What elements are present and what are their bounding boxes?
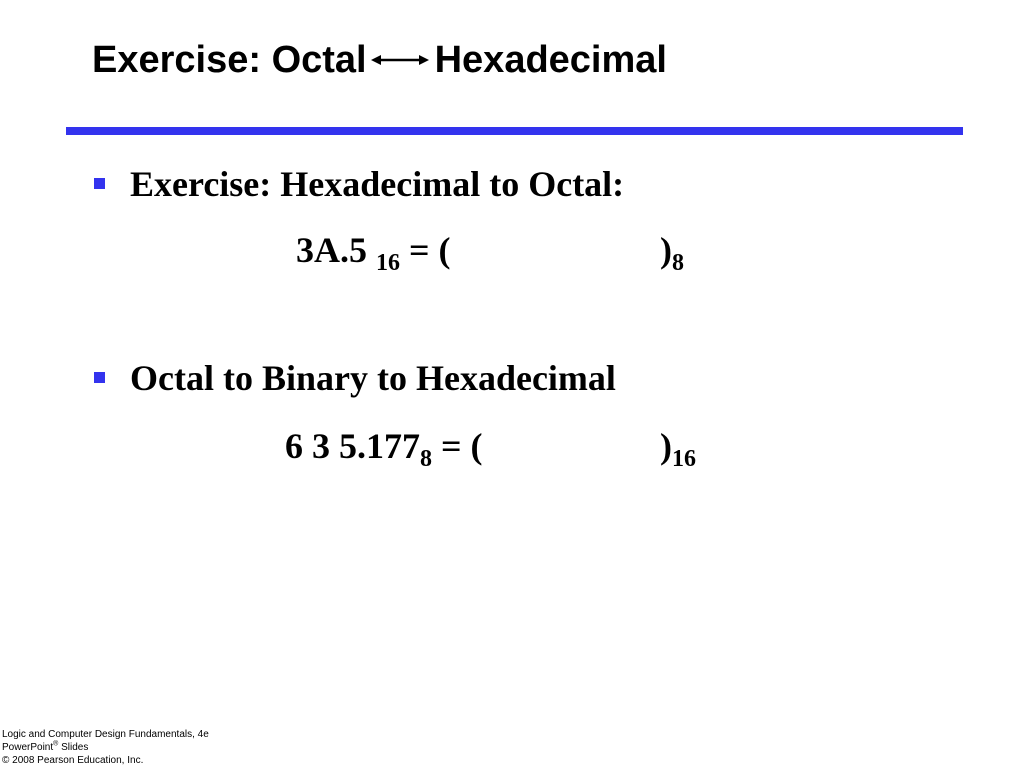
slide-footer xyxy=(2,728,209,767)
footer-line-2-suffix: Slides xyxy=(58,742,89,753)
equation-2-number-base: 8 xyxy=(420,446,432,472)
double-headed-arrow-icon xyxy=(371,50,429,70)
equation-2-equals: = ( xyxy=(432,426,483,466)
square-bullet-icon xyxy=(94,178,105,189)
equation-1-close-paren: ) xyxy=(660,230,672,270)
title-divider xyxy=(66,127,963,135)
equation-2-number: 6 3 5.177 xyxy=(285,426,420,466)
equation-2-right xyxy=(660,424,696,472)
equation-1-number-base: 16 xyxy=(376,250,400,276)
bullet-text-2: Octal to Binary to Hexadecimal xyxy=(130,358,616,398)
equation-1-result-base: 8 xyxy=(672,250,684,276)
bullet-text-1: Exercise: Hexadecimal to Octal: xyxy=(130,164,625,204)
slide-title xyxy=(92,32,667,88)
equation-1-equals: = ( xyxy=(400,230,451,270)
footer-line-2 xyxy=(2,741,209,754)
footer-line-2-prefix: PowerPoint xyxy=(2,742,54,753)
square-bullet-icon xyxy=(94,372,105,383)
equation-2-result-base: 16 xyxy=(672,446,696,472)
title-left-text: Exercise: Octal xyxy=(92,39,367,81)
equation-1-number: 3A.5 xyxy=(296,230,376,270)
equation-1-left xyxy=(296,228,451,276)
equation-1-right xyxy=(660,228,684,276)
footer-line-1: Logic and Computer Design Fundamentals, 4e xyxy=(2,729,209,740)
equation-2-left xyxy=(285,424,483,472)
equation-2-close-paren: ) xyxy=(660,426,672,466)
footer-registered-mark: ® xyxy=(53,740,59,748)
title-right-text: Hexadecimal xyxy=(434,39,667,81)
footer-line-3: © 2008 Pearson Education, Inc. xyxy=(2,755,144,766)
